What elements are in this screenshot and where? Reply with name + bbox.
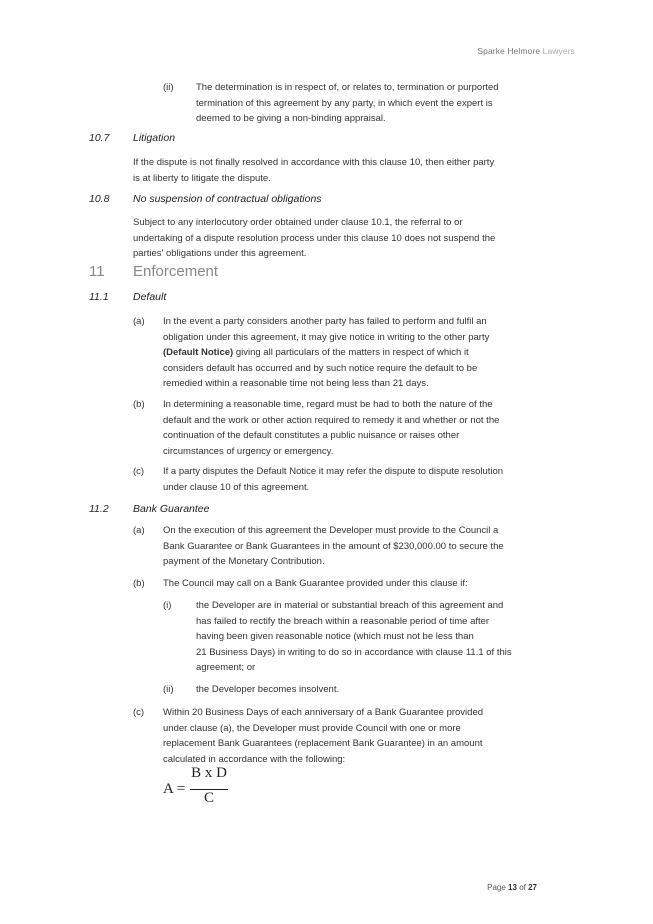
clause-text: [133, 155, 494, 186]
text-line: having been given reasonable notice (which must not be less than: [196, 631, 474, 642]
page-of: of: [519, 883, 526, 892]
text-line: under clause (a), the Developer must provide Council with one or more: [163, 722, 461, 734]
clause-number: 11.2: [89, 503, 109, 515]
subclause-text: [163, 314, 489, 392]
clause-number: 10.8: [89, 193, 110, 205]
subclause-number: (b): [133, 399, 145, 410]
subclause-text: The Council may call on a Bank Guarantee provided under this clause if:: [163, 578, 468, 589]
subclause-text: [163, 705, 483, 767]
text-line: termination of this agreement by any party, in which event the expert is: [196, 97, 493, 109]
text-line: Subject to any interlocutory order obtained under clause 10.1, the referral to or: [133, 217, 463, 228]
subclause-text: [163, 397, 499, 459]
page-number: 13: [508, 883, 517, 892]
subclause-text: the Developer becomes insolvent.: [196, 684, 340, 695]
text-line: considers default has occurred and by such notice require the default to be: [163, 362, 478, 374]
page-footer: [487, 880, 537, 896]
page-header: [477, 44, 575, 60]
text-line: 21 Business Days) in writing to do so in accordance with clause 11.1 of this: [196, 646, 512, 658]
text-line: obligation under this agreement, it may give notice in writing to the other party: [163, 331, 490, 343]
firm-suffix: Lawyers: [542, 46, 575, 56]
clause-heading: Default: [133, 291, 167, 303]
text-line: deemed to be giving a non-binding appraisal.: [196, 113, 386, 124]
text-line: continuation of the default constitutes a public nuisance or raises other: [163, 430, 460, 441]
text-line: has failed to rectify the breach within a reasonable period of time after: [196, 615, 490, 627]
formula-denominator: C: [203, 790, 214, 806]
text-line: Within 20 Business Days of each anniversary of a Bank Guarantee provided: [163, 707, 484, 718]
subclause-text: [163, 523, 504, 570]
page-total: 27: [528, 883, 537, 892]
text-line: The determination is in respect of, or relates to, termination or purported: [196, 82, 499, 93]
subclause-number: (a): [133, 316, 145, 327]
text-line: replacement Bank Guarantees (replacement Bank Guarantee) in an amount: [163, 738, 483, 749]
clause-heading: Bank Guarantee: [133, 503, 210, 515]
clause-heading: Litigation: [133, 132, 176, 144]
clause-heading: No suspension of contractual obligations: [133, 193, 322, 205]
section-number: 11: [89, 263, 105, 280]
text-line: agreement; or: [196, 662, 256, 673]
subclause-number: (c): [133, 466, 145, 477]
defined-term: (Default Notice): [163, 347, 234, 358]
text-line: In the event a party considers another party has failed to perform and fulfil an: [163, 316, 487, 327]
text-line: If a party disputes the Default Notice it may refer the dispute to dispute resolution: [163, 466, 504, 477]
text-line: If the dispute is not finally resolved in accordance with this clause 10, then either party: [133, 157, 495, 168]
text-span: giving all particulars of the matters in respect of which it: [233, 347, 469, 358]
subclause-number: (i): [163, 600, 172, 611]
text-line: On the execution of this agreement the Developer must provide to the Council a: [163, 525, 499, 536]
text-line: remedied within a reasonable time not being less than 21 days.: [163, 378, 429, 389]
clause-text: [133, 215, 495, 262]
text-line: circumstances of urgency or emergency.: [163, 445, 334, 457]
text-line: undertaking of a dispute resolution process under this clause 10 does not suspend the: [133, 232, 496, 244]
firm-name: Sparke Helmore: [477, 46, 541, 56]
subclause-text: [196, 80, 499, 127]
clause-number: 10.7: [89, 132, 110, 144]
text-line: payment of the Monetary Contribution.: [163, 556, 325, 567]
text-line: [163, 345, 489, 361]
subclause-number: (c): [133, 707, 145, 718]
subclause-number: (b): [133, 578, 145, 589]
text-line: calculated in accordance with the following:: [163, 753, 346, 765]
clause-number: 11.1: [89, 291, 109, 303]
subclause-number: (ii): [163, 684, 174, 695]
section-heading: Enforcement: [133, 263, 219, 280]
text-line: In determining a reasonable time, regard must be had to both the nature of the: [163, 399, 493, 410]
text-line: parties' obligations under this agreement.: [133, 248, 307, 259]
text-line: default and the work or other action required to remedy it and whether or not the: [163, 414, 500, 426]
subclause-number: (ii): [163, 82, 174, 93]
subclause-text: [196, 598, 512, 676]
page-label: Page: [487, 883, 506, 892]
text-line: is at liberty to litigate the dispute.: [133, 172, 271, 184]
subclause-number: (a): [133, 525, 145, 536]
formula-numerator: B x D: [191, 765, 227, 781]
text-line: Bank Guarantee or Bank Guarantees in the amount of $230,000.00 to secure the: [163, 540, 504, 552]
subclause-text: [163, 464, 503, 495]
text-line: under clause 10 of this agreement.: [163, 481, 310, 493]
formula-lhs: A =: [163, 781, 186, 797]
text-line: the Developer are in material or substantial breach of this agreement and: [196, 600, 504, 611]
